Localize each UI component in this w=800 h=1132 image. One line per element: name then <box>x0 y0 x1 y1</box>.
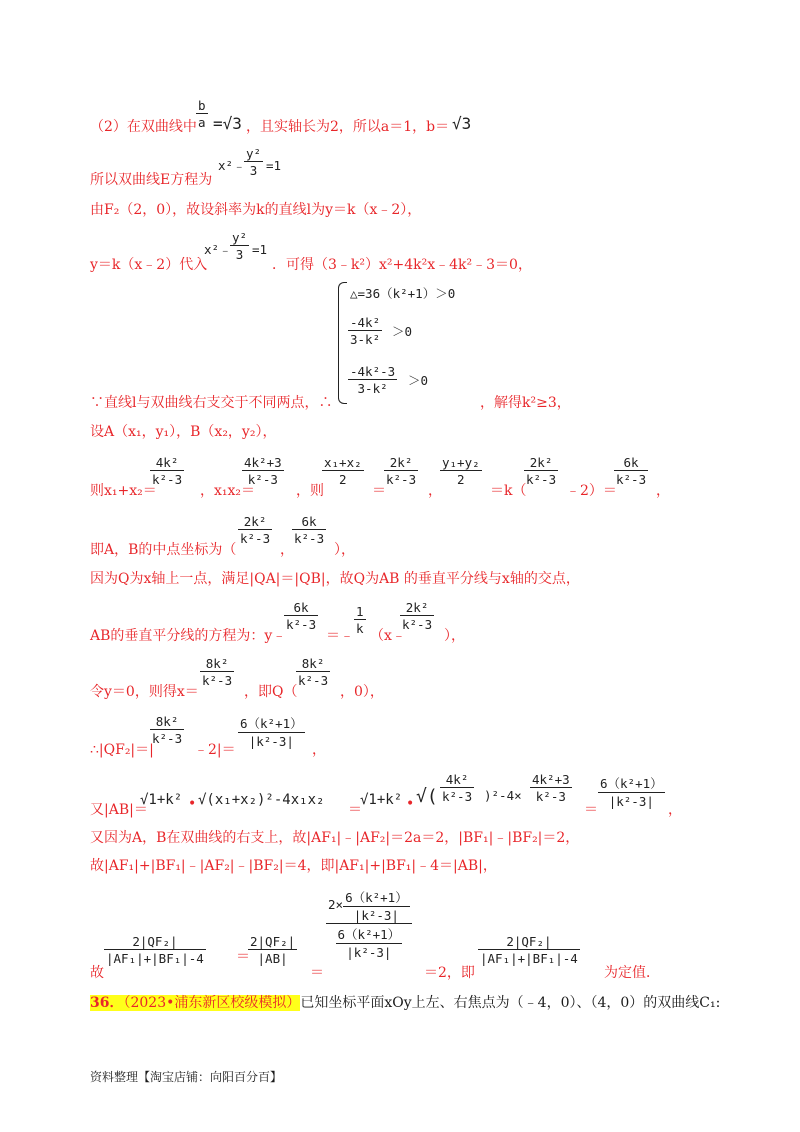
system-brace <box>338 282 347 404</box>
line-13c2: • <box>406 796 415 812</box>
frac-8k2-q: $\frac{\text{8k²}}{\text{k²-3}}$ <box>298 656 329 688</box>
math-sqrt-open: √( <box>416 786 438 807</box>
line-7d: ＝ <box>372 483 386 499</box>
line-7c: ，则 <box>296 483 324 499</box>
frac-y2-over-3b: $\frac{\text{y²}}{3}$ <box>232 230 248 262</box>
math-sq: )²-4× <box>484 788 522 803</box>
math-gt0-a: ＞0 <box>392 324 413 339</box>
frac-qf2-afbf: $\frac{\text{2|QF₂|}}{\text{|AF₁|+|BF₁|-4}}$ <box>106 934 204 966</box>
line-16b: ＝ <box>236 949 250 965</box>
frac-y1py2: $\frac{\text{y₁+y₂}}{2}$ <box>442 455 480 487</box>
line-16c: ＝ <box>310 965 324 981</box>
line-8a: 即A，B的中点坐标为（ <box>90 542 237 558</box>
problem-source: （2023•浦东新区校级模拟） <box>123 995 301 1011</box>
line-1b: ，且实轴长为2，所以a＝1，b＝ <box>246 119 450 135</box>
math-x2b: x²﹣ <box>204 242 232 257</box>
line-7h: ， <box>656 483 670 499</box>
line-13a: 又|AB|＝ <box>90 802 148 818</box>
math-sqrt3b: √3 <box>452 114 472 133</box>
line-10c: （x﹣ <box>370 628 406 644</box>
page-footer: 资料整理【淘宝店铺：向阳百分百】 <box>90 1070 283 1084</box>
line-7a: 则x₁+x₂＝ <box>90 483 157 499</box>
frac-b-over-a: $\frac{b}{a}$ <box>198 98 206 130</box>
math-sqrt3: =√3 <box>213 114 242 133</box>
line-3: 由F₂（2，0），故设斜率为k的直线l为y＝k（x﹣2）， <box>90 202 422 218</box>
math-gt0-b: ＞0 <box>408 373 429 388</box>
math-eq1b: =1 <box>252 242 268 257</box>
math-sqrt-sum: √(x₁+x₂)²-4x₁x₂ <box>198 792 325 808</box>
math-sqrt-1pk2b: √1+k² <box>360 792 403 808</box>
frac-6k: $\frac{6k}{\text{k²-3}}$ <box>616 455 647 487</box>
line-11a: 令y＝0，则得x＝ <box>90 684 199 700</box>
line-16a: 故 <box>90 965 104 981</box>
line-14: 又因为A，B在双曲线的右支上，故|AF₁|﹣|AF₂|＝2a＝2，|BF₁|﹣|BF₂|＝2， <box>90 830 580 846</box>
frac-compound-bottom: $\frac{\text{6（k²+1）}}{\text{|k²-3|}}$ <box>326 923 412 960</box>
frac-4k2p3-ab: $\frac{\text{4k²+3}}{\text{k²-3}}$ <box>532 772 570 804</box>
frac-2k2b: $\frac{\text{2k²}}{\text{k²-3}}$ <box>526 455 557 487</box>
frac-4k2-ab: $\frac{\text{4k²}}{\text{k²-3}}$ <box>442 772 473 804</box>
line-16d: ＝2，即 <box>424 965 475 981</box>
frac-1-over-k: $\frac{1}{k}$ <box>356 604 364 636</box>
line-7g: ﹣2）＝ <box>566 483 617 499</box>
frac-2k2-perp: $\frac{\text{2k²}}{\text{k²-3}}$ <box>402 600 433 632</box>
frac-4k2p3: $\frac{\text{4k²+3}}{\text{k²-3}}$ <box>244 455 282 487</box>
frac-x1px2: $\frac{\text{x₁+x₂}}{2}$ <box>324 455 362 487</box>
frac-qf2-ab: $\frac{\text{2|QF₂|}}{|AB|}$ <box>250 934 296 966</box>
line-6: 设A（x₁，y₁），B（x₂，y₂）， <box>90 424 277 440</box>
problem-number: 36． <box>90 995 124 1011</box>
line-5b: ，解得k²≥3， <box>480 395 571 411</box>
line-7b: ，x₁x₂＝ <box>200 483 256 499</box>
frac-neg4k2m3: $\frac{\text{-4k²-3}}{\text{3-k²}}$ <box>350 364 396 396</box>
line-7e: ， <box>428 483 442 499</box>
frac-8k2: $\frac{\text{8k²}}{\text{k²-3}}$ <box>202 656 233 688</box>
line-9: 因为Q为x轴上一点，满足|QA|＝|QB|，故Q为AB 的垂直平分线与x轴的交点， <box>90 571 580 587</box>
line-12b: ﹣2|＝ <box>194 742 236 758</box>
math-eq1: =1 <box>266 158 282 173</box>
frac-compound <box>326 888 412 960</box>
frac-6k-perp: $\frac{6k}{\text{k²-3}}$ <box>286 600 317 632</box>
line-16e: 为定值． <box>604 965 660 981</box>
line-12a: ∴|QF₂|＝| <box>90 742 154 758</box>
problem-text: 已知坐标平面xOy上左、右焦点为（﹣4，0）、（4，0）的双曲线C₁: <box>300 995 721 1011</box>
frac-ab-result: $\frac{\text{6（k²+1）}}{\text{|k²-3|}}$ <box>600 776 663 809</box>
frac-2k2: $\frac{\text{2k²}}{\text{k²-3}}$ <box>386 455 417 487</box>
frac-neg4k2: $\frac{\text{-4k²}}{\text{3-k²}}$ <box>350 315 381 347</box>
line-12c: ， <box>312 742 326 758</box>
line-2: 所以双曲线E方程为 <box>90 172 213 188</box>
frac-2k2-mid: $\frac{\text{2k²}}{\text{k²-3}}$ <box>240 514 271 546</box>
line-1: （2）在双曲线中 <box>90 119 197 135</box>
frac-qf2-afbf-b: $\frac{\text{2|QF₂|}}{\text{|AF₁|+|BF₁|-4}}$ <box>480 934 578 966</box>
line-4b: ．可得（3﹣k²）x²+4k²x﹣4k²﹣3＝0， <box>272 257 532 273</box>
math-delta: △=36（k²+1）＞0 <box>350 286 456 301</box>
line-10a: AB的垂直平分线的方程为：y﹣ <box>90 628 287 644</box>
line-11c: ，0）， <box>340 684 384 700</box>
line-13d: ＝ <box>584 802 598 818</box>
problem-36 <box>90 996 720 1010</box>
line-13c: ＝ <box>348 802 362 818</box>
line-13b: • <box>188 796 197 812</box>
math-x2: x²﹣ <box>218 158 246 173</box>
frac-compound-top: 2× $\frac{\text{6（k²+1）}}{\text{|k²-3|}}$ <box>328 890 408 923</box>
frac-4k2: $\frac{\text{4k²}}{\text{k²-3}}$ <box>152 455 183 487</box>
frac-6k-mid: $\frac{6k}{\text{k²-3}}$ <box>294 514 325 546</box>
line-10b: ＝﹣ <box>326 628 354 644</box>
line-4: y＝k（x﹣2）代入 <box>90 257 208 273</box>
line-8b: ， <box>280 542 294 558</box>
frac-qf2-result: $\frac{\text{6（k²+1）}}{\text{|k²-3|}}$ <box>240 716 303 749</box>
line-8c: ）， <box>334 542 355 558</box>
line-10d: ）， <box>444 628 465 644</box>
line-13e: ， <box>668 802 682 818</box>
line-11b: ，即Q（ <box>244 684 298 700</box>
frac-y2-over-3: $\frac{\text{y²}}{3}$ <box>246 146 262 178</box>
math-sqrt-1pk2: √1+k² <box>140 792 183 808</box>
line-7f: ＝k（ <box>490 483 527 499</box>
line-5: ∵直线l与双曲线右支交于不同两点，∴ <box>90 395 333 411</box>
frac-8k2-qf2: $\frac{\text{8k²}}{\text{k²-3}}$ <box>152 714 183 746</box>
line-15: 故|AF₁|+|BF₁|﹣|AF₂|﹣|BF₂|＝4，即|AF₁|+|BF₁|﹣4＝|AB|， <box>90 858 497 874</box>
